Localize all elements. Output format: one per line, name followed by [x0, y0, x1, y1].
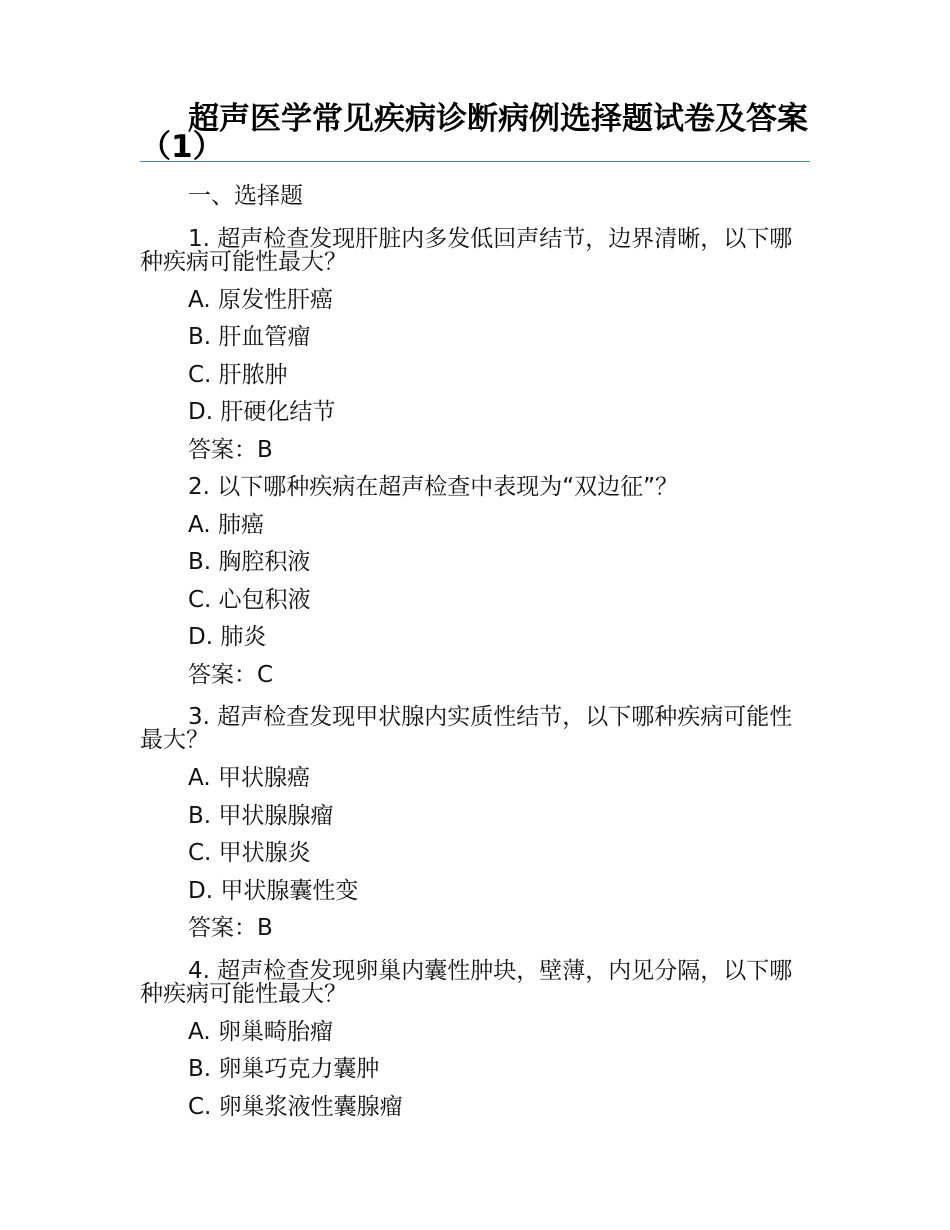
- question-option: C. 卵巢浆液性囊腺瘤: [188, 1093, 403, 1120]
- question-option: A. 卵巢畸胎瘤: [188, 1018, 333, 1045]
- document-title: 超声医学常见疾病诊断病例选择题试卷及答案（1）: [140, 101, 808, 165]
- question-option: A. 原发性肝癌: [188, 286, 333, 313]
- question-answer: 答案：C: [188, 661, 274, 688]
- document-body: [140, 178, 810, 1126]
- question-option: B. 肝血管瘤: [188, 324, 311, 350]
- question-stem: 3. 超声检查发现甲状腺内实质性结节，以下哪种疾病可能性最大？: [140, 704, 793, 753]
- question-option: B. 胸腔积液: [188, 549, 311, 575]
- question-option: C. 心包积液: [188, 586, 311, 613]
- question-option: A. 甲状腺癌: [188, 765, 310, 791]
- question-block: [140, 225, 810, 470]
- question-stem: 1. 超声检查发现肝脏内多发低回声结节，边界清晰，以下哪种疾病可能性最大？: [140, 225, 793, 275]
- question-option: D. 肺炎: [188, 624, 267, 650]
- question-stem: 4. 超声检查发现卵巢内囊性肿块，壁薄，内见分隔，以下哪种疾病可能性最大？: [140, 957, 793, 1007]
- question-block: [140, 469, 810, 694]
- question-option: C. 甲状腺炎: [188, 840, 311, 866]
- question-option: A. 肺癌: [188, 511, 264, 538]
- title-underline: [140, 161, 810, 162]
- question-option: B. 甲状腺腺瘤: [188, 802, 334, 829]
- question-option: B. 卵巢巧克力囊肿: [188, 1056, 380, 1082]
- question-answer: 答案：B: [188, 915, 273, 941]
- question-option: C. 肝脓肿: [188, 361, 288, 388]
- question-stem: 2. 以下哪种疾病在超声检查中表现为“双边征”？: [188, 474, 679, 500]
- section-heading: 一、选择题: [188, 183, 303, 209]
- question-option: D. 肝硬化结节: [188, 399, 336, 425]
- question-answer: 答案：B: [188, 436, 273, 463]
- question-block: [140, 957, 810, 1127]
- question-option: D. 甲状腺囊性变: [188, 877, 359, 904]
- question-block: [140, 706, 810, 948]
